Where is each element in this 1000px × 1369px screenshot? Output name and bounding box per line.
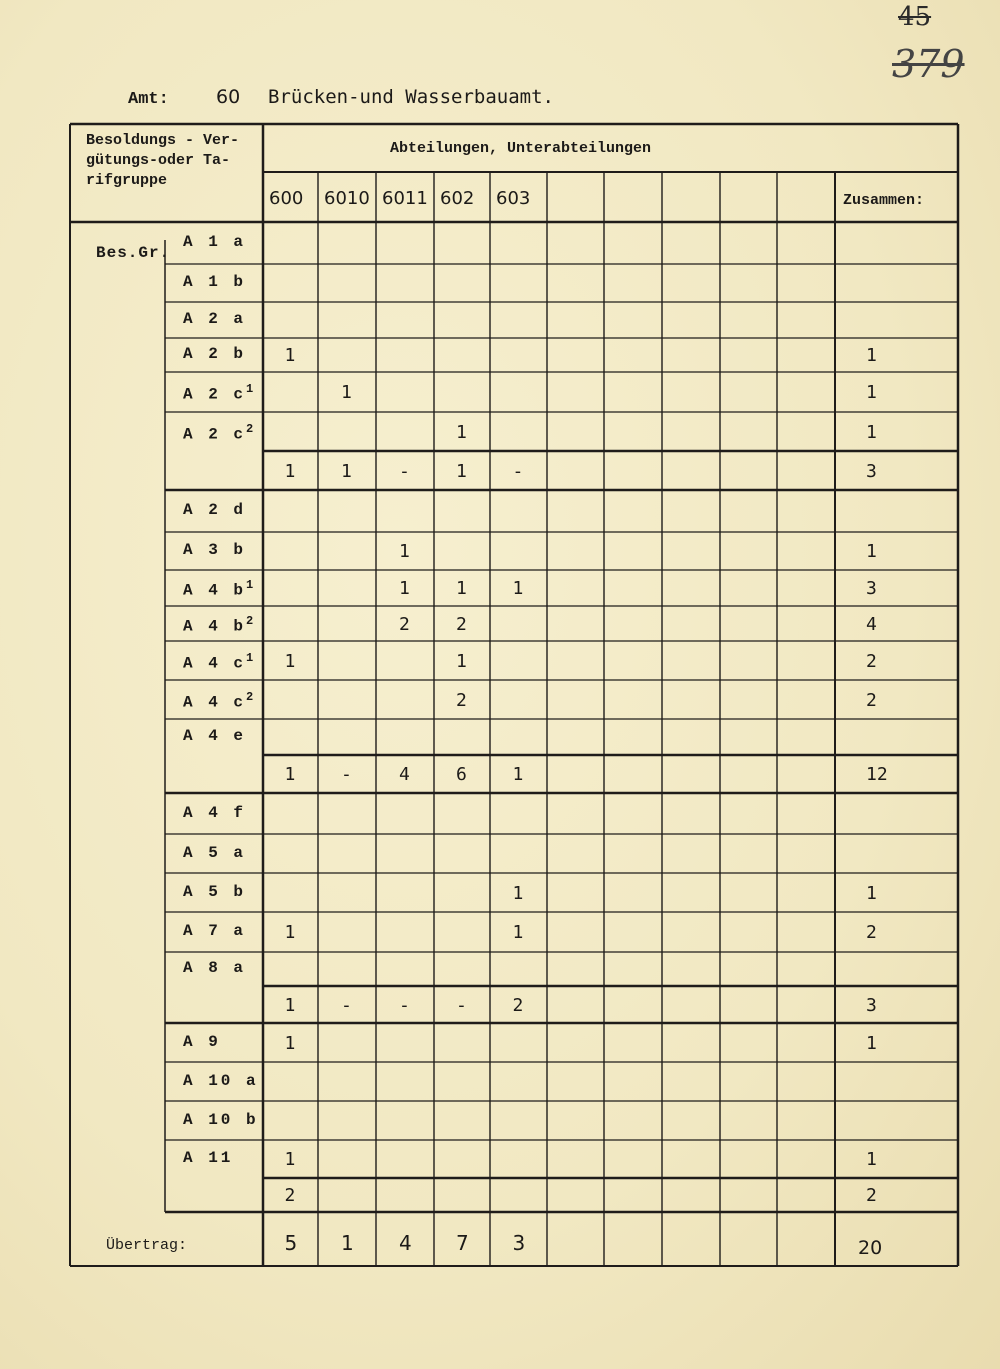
- row-label: [183, 1149, 233, 1167]
- row-total: 3: [866, 578, 877, 599]
- row-label-text: A 2 a: [183, 310, 247, 328]
- row-total: 2: [866, 650, 877, 672]
- subtotal-total: 3: [866, 994, 877, 1016]
- row-label-text: A 7 a: [183, 922, 247, 940]
- amt-label: Amt:: [128, 90, 169, 109]
- table-cell: 1: [284, 1032, 296, 1054]
- column-header-603: 603: [496, 188, 531, 209]
- row-label-text: A 3 b: [183, 541, 247, 559]
- column-header-600: 600: [269, 188, 304, 209]
- group-header-line: gütungs-oder Ta-: [86, 152, 231, 169]
- column-header-602: 602: [440, 188, 475, 209]
- table-cell: 2: [456, 689, 467, 711]
- row-label: [183, 345, 246, 363]
- row-label: [183, 690, 253, 711]
- row-label: [183, 1072, 259, 1090]
- row-total: 2: [866, 689, 877, 711]
- table-cell: 2: [456, 613, 467, 635]
- amt-code: 60: [216, 86, 241, 108]
- row-label: [183, 651, 253, 672]
- subtotal-total: 3: [866, 460, 877, 482]
- row-label-text: A 2 d: [183, 501, 247, 519]
- table-cell: 1: [456, 650, 467, 672]
- group-prefix: Bes.Gr.: [96, 244, 171, 262]
- row-label: [183, 541, 246, 559]
- page-number: 45: [898, 2, 932, 32]
- row-total: 1: [866, 345, 877, 366]
- subtotal-cell: -: [399, 994, 410, 1016]
- subtotal-cell: 1: [456, 460, 467, 482]
- row-label: [183, 883, 246, 901]
- carry-over-total: 20: [858, 1237, 883, 1259]
- subtotal-cell: 1: [284, 764, 296, 785]
- row-label-text: A 10 b: [183, 1110, 259, 1129]
- row-label: [183, 233, 246, 251]
- carry-over-cell: 3: [512, 1231, 526, 1255]
- row-label-text: A 4 e: [183, 727, 247, 745]
- row-label: [183, 501, 246, 519]
- row-label-text: A 2 b: [183, 345, 247, 363]
- table-cell: 2: [399, 613, 410, 635]
- row-label-text: A 2 c: [183, 385, 247, 404]
- row-label-superscript: 1: [246, 650, 254, 665]
- row-label: [183, 804, 246, 822]
- row-total: 1: [866, 1032, 877, 1054]
- row-total: 1: [866, 421, 877, 443]
- subtotal-cell: -: [456, 994, 467, 1016]
- row-label-text: A 8 a: [183, 959, 247, 977]
- column-header-6011: 6011: [382, 188, 428, 209]
- row-label: [183, 922, 246, 940]
- row-label: [183, 1033, 221, 1051]
- table-cell: 1: [284, 1149, 296, 1170]
- row-label: [183, 844, 246, 862]
- row-label-text: A 5 b: [183, 882, 247, 901]
- table-cell: 1: [456, 578, 467, 599]
- subtotal-cell: -: [512, 460, 524, 482]
- row-label: [183, 382, 253, 403]
- table-cell: 1: [512, 578, 524, 599]
- row-label-superscript: 2: [246, 421, 254, 436]
- table-cell: 1: [456, 421, 467, 443]
- table-cell: 1: [512, 882, 524, 904]
- row-label-text: A 1 a: [183, 233, 247, 251]
- carry-over-cell: 1: [341, 1231, 354, 1255]
- subtotal-cell: 1: [341, 460, 352, 482]
- row-label: [183, 273, 246, 291]
- row-label: [183, 422, 253, 443]
- carry-over-cell: 5: [284, 1231, 298, 1255]
- row-total: 1: [866, 541, 877, 562]
- table-cell: 1: [284, 345, 296, 366]
- carry-over-cell: 4: [399, 1231, 412, 1255]
- row-label-text: A 4 b: [183, 616, 247, 635]
- table-cell: 1: [399, 541, 410, 562]
- row-label: [183, 1111, 259, 1129]
- group-header-line: Besoldungs - Ver-: [86, 132, 240, 149]
- row-label: [183, 614, 253, 635]
- row-label-text: A 11: [183, 1149, 234, 1167]
- table-cell: 1: [284, 922, 296, 943]
- carry-over-label: Übertrag:: [106, 1237, 188, 1254]
- row-label-text: A 5 a: [183, 843, 247, 862]
- row-label: [183, 310, 246, 328]
- row-total: 1: [866, 382, 877, 403]
- total-header: Zusammen:: [843, 192, 925, 209]
- row-total: 1: [866, 1149, 877, 1170]
- row-label: [183, 578, 253, 599]
- row-total: 2: [866, 922, 877, 943]
- row-total: 4: [866, 613, 877, 635]
- row-label: [183, 727, 246, 745]
- dept-header: Abteilungen, Unterabteilungen: [390, 140, 652, 157]
- subtotal-cell: 2: [512, 994, 524, 1016]
- table-cell: 1: [341, 382, 352, 403]
- row-label-text: A 4 b: [183, 581, 247, 600]
- subtotal-cell: 1: [284, 994, 296, 1016]
- group-header-line: rifgruppe: [86, 172, 168, 189]
- subtotal-cell: 6: [456, 764, 467, 785]
- row-label-superscript: 2: [246, 613, 254, 628]
- row-label: [183, 959, 246, 977]
- amt-name: Brücken-und Wasserbauamt.: [268, 86, 554, 108]
- row-label-text: A 10 a: [183, 1071, 259, 1090]
- table-cell: 1: [512, 922, 524, 943]
- subtotal-cell: 1: [512, 764, 524, 785]
- subtotal-total: 12: [866, 764, 888, 785]
- subtotal-cell: 4: [399, 764, 410, 785]
- row-total: 1: [866, 882, 877, 904]
- page-number-crossed-out: 379: [892, 42, 965, 86]
- subtotal-cell: -: [399, 460, 410, 482]
- row-label-superscript: 1: [246, 382, 254, 396]
- subtotal-cell: -: [341, 994, 352, 1016]
- subtotal-total: 2: [866, 1185, 877, 1206]
- row-label-text: A 4 c: [183, 692, 247, 711]
- subtotal-cell: -: [341, 764, 352, 785]
- column-header-6010: 6010: [324, 188, 370, 209]
- table-cell: 1: [399, 578, 410, 599]
- row-label-superscript: 1: [246, 578, 254, 592]
- subtotal-cell: 2: [284, 1185, 296, 1206]
- row-label-text: A 4 c: [183, 653, 247, 672]
- row-label-text: A 1 b: [183, 273, 247, 291]
- table-cell: 1: [284, 650, 296, 672]
- row-label-text: A 9: [183, 1032, 221, 1051]
- row-label-superscript: 2: [246, 689, 254, 704]
- row-label-text: A 4 f: [183, 803, 247, 822]
- carry-over-cell: 7: [456, 1231, 469, 1255]
- subtotal-cell: 1: [284, 460, 296, 482]
- row-label-text: A 2 c: [183, 424, 247, 443]
